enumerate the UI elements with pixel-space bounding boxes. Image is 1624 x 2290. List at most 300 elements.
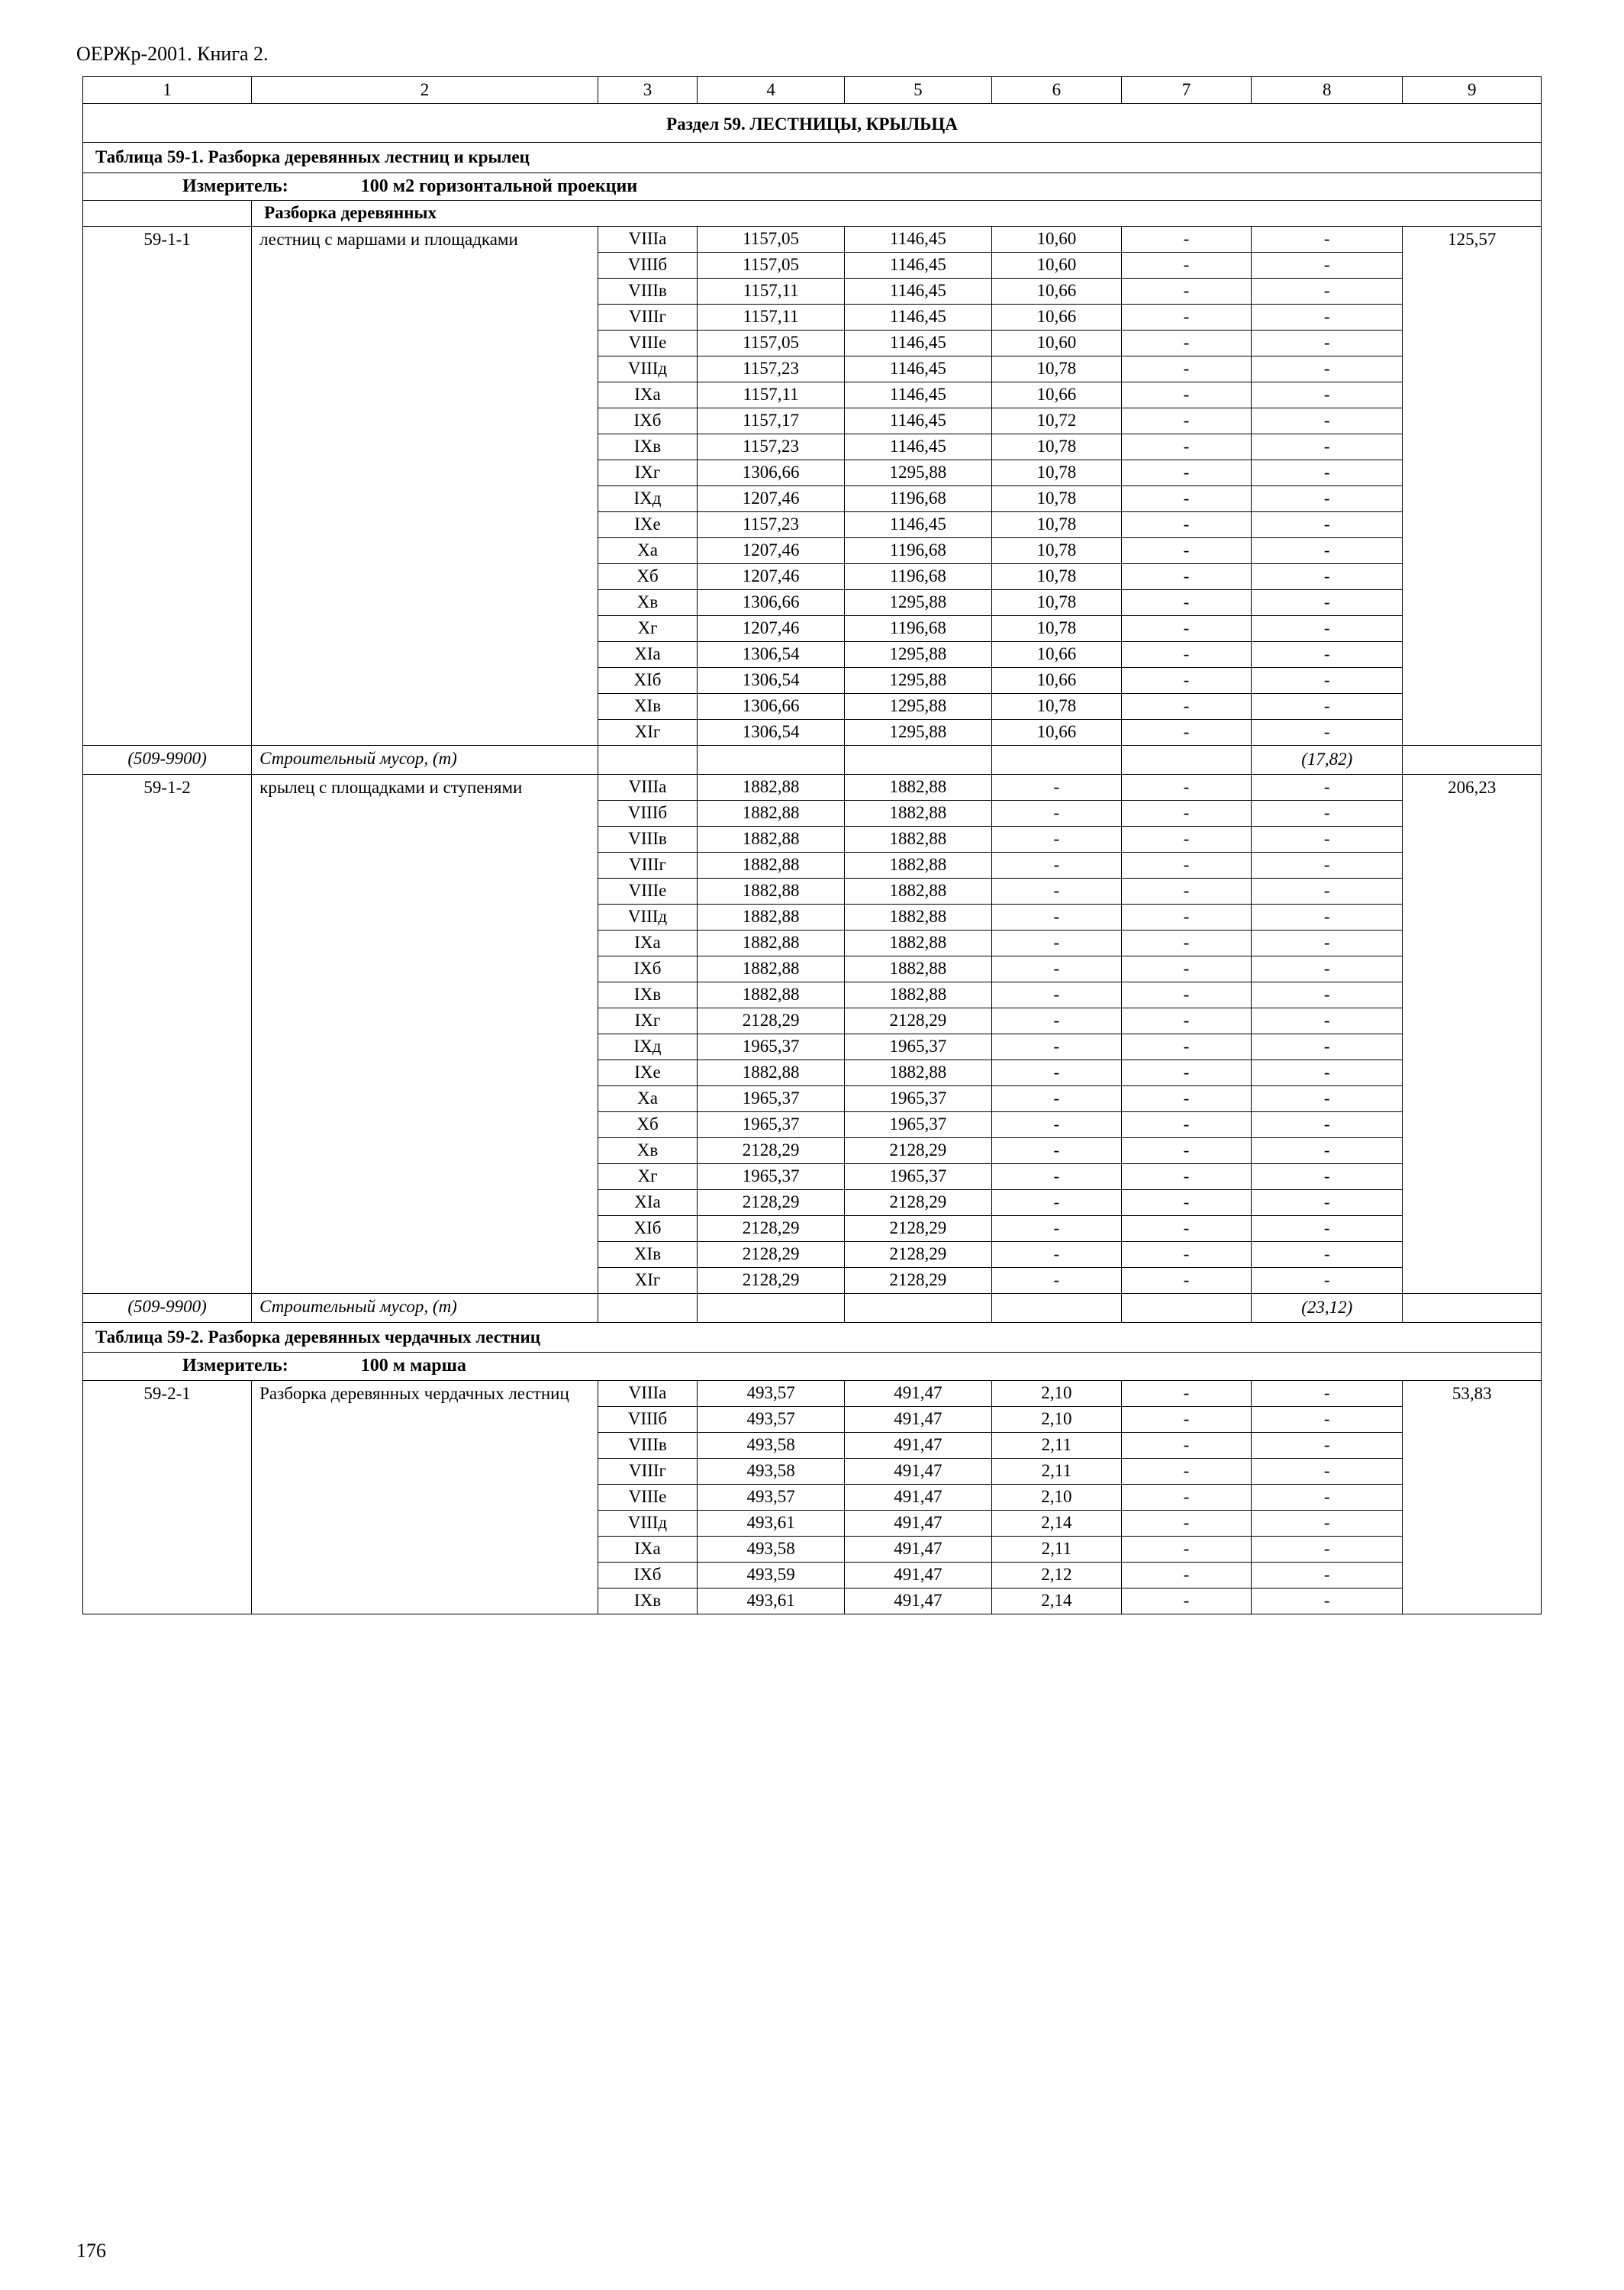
value-col-5: 491,47 <box>845 1380 992 1406</box>
zone-label: VIIIд <box>598 1510 697 1536</box>
value-col-8: - <box>1252 774 1403 800</box>
value-col-8: - <box>1252 1215 1403 1241</box>
value-col-5: 491,47 <box>845 1536 992 1562</box>
value-col-4: 1157,05 <box>698 252 845 278</box>
value-col-5: 491,47 <box>845 1484 992 1510</box>
value-col-7: - <box>1121 982 1251 1008</box>
value-col-7: - <box>1121 1588 1251 1614</box>
value-col-8: - <box>1252 1241 1403 1267</box>
value-col-5: 1146,45 <box>845 304 992 330</box>
zone-label: IXд <box>598 1034 697 1060</box>
zone-label: XIб <box>598 667 697 693</box>
value-col-8: - <box>1252 826 1403 852</box>
value-col-4: 1157,17 <box>698 408 845 434</box>
value-col-7: - <box>1121 460 1251 485</box>
value-col-8: - <box>1252 485 1403 511</box>
value-col-7: - <box>1121 1267 1251 1293</box>
value-col-4: 1882,88 <box>698 852 845 878</box>
zone-label: IXа <box>598 382 697 408</box>
value-col-8: - <box>1252 589 1403 615</box>
waste-empty-cell <box>845 1293 992 1322</box>
zone-label: XIг <box>598 719 697 745</box>
value-col-4: 1882,88 <box>698 930 845 956</box>
column-number-5: 5 <box>845 77 992 104</box>
value-col-7: - <box>1121 434 1251 460</box>
value-col-7: - <box>1121 1215 1251 1241</box>
pricing-table <box>82 76 1542 1614</box>
value-col-5: 1882,88 <box>845 956 992 982</box>
value-col-7: - <box>1121 641 1251 667</box>
value-col-7: - <box>1121 1406 1251 1432</box>
value-col-5: 1146,45 <box>845 252 992 278</box>
value-col-6: - <box>991 1189 1121 1215</box>
value-col-7: - <box>1121 1163 1251 1189</box>
value-col-7: - <box>1121 226 1251 252</box>
value-col-6: 2,10 <box>991 1406 1121 1432</box>
value-col-8: - <box>1252 382 1403 408</box>
item-total: 125,57 <box>1403 226 1542 745</box>
item-description: крылец с площадками и ступенями <box>252 774 598 1293</box>
value-col-5: 1965,37 <box>845 1163 992 1189</box>
value-col-6: 2,10 <box>991 1484 1121 1510</box>
value-col-8: - <box>1252 537 1403 563</box>
value-col-5: 491,47 <box>845 1510 992 1536</box>
value-col-7: - <box>1121 1034 1251 1060</box>
measure-unit-row <box>83 173 1542 201</box>
value-col-6: 2,11 <box>991 1536 1121 1562</box>
value-col-5: 1146,45 <box>845 382 992 408</box>
value-col-8: - <box>1252 719 1403 745</box>
value-col-6: 10,78 <box>991 511 1121 537</box>
value-col-4: 1965,37 <box>698 1034 845 1060</box>
value-col-5: 1146,45 <box>845 278 992 304</box>
value-col-8: - <box>1252 1406 1403 1432</box>
value-col-5: 491,47 <box>845 1458 992 1484</box>
value-col-8: - <box>1252 278 1403 304</box>
value-col-7: - <box>1121 1562 1251 1588</box>
value-col-7: - <box>1121 1380 1251 1406</box>
section-title: Раздел 59. ЛЕСТНИЦЫ, КРЫЛЬЦА <box>83 104 1542 143</box>
zone-label: VIIIа <box>598 226 697 252</box>
table-body <box>83 77 1542 1614</box>
value-col-4: 1965,37 <box>698 1085 845 1111</box>
value-col-8: - <box>1252 641 1403 667</box>
value-col-5: 1882,88 <box>845 904 992 930</box>
value-col-8: - <box>1252 460 1403 485</box>
value-col-7: - <box>1121 1432 1251 1458</box>
value-col-4: 1306,54 <box>698 641 845 667</box>
value-col-4: 2128,29 <box>698 1267 845 1293</box>
value-col-6: 2,11 <box>991 1432 1121 1458</box>
value-col-5: 1196,68 <box>845 615 992 641</box>
value-col-7: - <box>1121 826 1251 852</box>
value-col-5: 1146,45 <box>845 434 992 460</box>
value-col-5: 1295,88 <box>845 667 992 693</box>
value-col-5: 1882,88 <box>845 800 992 826</box>
value-col-8: - <box>1252 1060 1403 1085</box>
column-number-1: 1 <box>83 77 252 104</box>
value-col-8: - <box>1252 852 1403 878</box>
value-col-8: - <box>1252 1536 1403 1562</box>
value-col-7: - <box>1121 511 1251 537</box>
value-col-5: 1882,88 <box>845 930 992 956</box>
waste-value: (23,12) <box>1252 1293 1403 1322</box>
value-col-8: - <box>1252 1111 1403 1137</box>
value-col-6: - <box>991 852 1121 878</box>
zone-label: VIIIв <box>598 278 697 304</box>
column-number-3: 3 <box>598 77 697 104</box>
value-col-8: - <box>1252 1484 1403 1510</box>
value-col-4: 1882,88 <box>698 826 845 852</box>
value-col-7: - <box>1121 1241 1251 1267</box>
group-header-spacer <box>83 201 252 226</box>
value-col-7: - <box>1121 356 1251 382</box>
value-col-7: - <box>1121 330 1251 356</box>
value-col-8: - <box>1252 956 1403 982</box>
zone-label: VIIIб <box>598 1406 697 1432</box>
value-col-4: 493,58 <box>698 1432 845 1458</box>
value-col-8: - <box>1252 1562 1403 1588</box>
value-col-5: 2128,29 <box>845 1189 992 1215</box>
value-col-4: 493,57 <box>698 1406 845 1432</box>
value-col-8: - <box>1252 356 1403 382</box>
value-col-4: 1207,46 <box>698 563 845 589</box>
zone-label: VIIIг <box>598 304 697 330</box>
zone-label: Xг <box>598 615 697 641</box>
value-col-5: 2128,29 <box>845 1008 992 1034</box>
value-col-5: 1882,88 <box>845 1060 992 1085</box>
zone-label: Xг <box>598 1163 697 1189</box>
value-col-7: - <box>1121 1008 1251 1034</box>
zone-label: XIб <box>598 1215 697 1241</box>
value-col-6: 10,78 <box>991 460 1121 485</box>
value-col-5: 2128,29 <box>845 1137 992 1163</box>
waste-empty-cell <box>845 745 992 774</box>
value-col-4: 2128,29 <box>698 1189 845 1215</box>
value-col-4: 1965,37 <box>698 1163 845 1189</box>
page-number: 176 <box>76 2240 106 2262</box>
value-col-4: 1882,88 <box>698 982 845 1008</box>
value-col-5: 1295,88 <box>845 693 992 719</box>
value-col-5: 1965,37 <box>845 1111 992 1137</box>
item-total: 53,83 <box>1403 1380 1542 1614</box>
measure-unit-value: 100 м2 горизонтальной проекции <box>360 176 638 196</box>
value-col-7: - <box>1121 878 1251 904</box>
value-col-8: - <box>1252 930 1403 956</box>
measure-unit-row <box>83 1353 1542 1381</box>
value-col-6: - <box>991 982 1121 1008</box>
value-col-6: - <box>991 774 1121 800</box>
value-col-4: 1882,88 <box>698 774 845 800</box>
zone-label: VIIIб <box>598 252 697 278</box>
zone-label: IXб <box>598 408 697 434</box>
value-col-5: 2128,29 <box>845 1267 992 1293</box>
zone-label: VIIIг <box>598 852 697 878</box>
value-col-8: - <box>1252 1189 1403 1215</box>
waste-empty-cell <box>1121 745 1251 774</box>
value-col-7: - <box>1121 252 1251 278</box>
value-col-6: - <box>991 904 1121 930</box>
value-col-4: 1306,66 <box>698 589 845 615</box>
value-col-8: - <box>1252 304 1403 330</box>
waste-empty-cell <box>1121 1293 1251 1322</box>
value-col-6: 2,12 <box>991 1562 1121 1588</box>
item-description: лестниц с маршами и площадками <box>252 226 598 745</box>
value-col-6: 10,78 <box>991 615 1121 641</box>
value-col-8: - <box>1252 1432 1403 1458</box>
item-code: 59-1-2 <box>83 774 252 1293</box>
value-col-4: 1306,66 <box>698 693 845 719</box>
column-number-2: 2 <box>252 77 598 104</box>
zone-label: VIIIг <box>598 1458 697 1484</box>
zone-label: Xв <box>598 1137 697 1163</box>
value-col-8: - <box>1252 693 1403 719</box>
value-col-6: - <box>991 930 1121 956</box>
value-col-5: 1882,88 <box>845 982 992 1008</box>
item-code: 59-1-1 <box>83 226 252 745</box>
value-col-8: - <box>1252 615 1403 641</box>
value-col-7: - <box>1121 537 1251 563</box>
value-col-7: - <box>1121 800 1251 826</box>
value-col-6: 10,78 <box>991 485 1121 511</box>
value-col-5: 1882,88 <box>845 878 992 904</box>
value-col-6: 10,60 <box>991 226 1121 252</box>
value-col-7: - <box>1121 930 1251 956</box>
zone-label: IXб <box>598 1562 697 1588</box>
table-row <box>83 1380 1542 1406</box>
value-col-8: - <box>1252 1380 1403 1406</box>
value-col-6: 2,10 <box>991 1380 1121 1406</box>
zone-label: VIIIв <box>598 826 697 852</box>
value-col-6: - <box>991 1008 1121 1034</box>
value-col-5: 491,47 <box>845 1562 992 1588</box>
value-col-6: 10,78 <box>991 537 1121 563</box>
zone-label: IXв <box>598 1588 697 1614</box>
value-col-6: - <box>991 1034 1121 1060</box>
value-col-4: 493,58 <box>698 1458 845 1484</box>
value-col-6: 10,78 <box>991 563 1121 589</box>
zone-label: IXв <box>598 982 697 1008</box>
waste-total-empty <box>1403 1293 1542 1322</box>
value-col-5: 1146,45 <box>845 226 992 252</box>
value-col-4: 1306,66 <box>698 460 845 485</box>
value-col-8: - <box>1252 1267 1403 1293</box>
table-title: Таблица 59-2. Разборка деревянных чердачных лестниц <box>83 1322 1542 1352</box>
value-col-6: - <box>991 800 1121 826</box>
value-col-7: - <box>1121 615 1251 641</box>
value-col-6: 2,14 <box>991 1588 1121 1614</box>
value-col-8: - <box>1252 667 1403 693</box>
value-col-7: - <box>1121 563 1251 589</box>
zone-label: VIIIб <box>598 800 697 826</box>
zone-label: XIв <box>598 1241 697 1267</box>
zone-label: Xв <box>598 589 697 615</box>
value-col-6: 10,60 <box>991 330 1121 356</box>
waste-empty-cell <box>991 745 1121 774</box>
value-col-4: 493,57 <box>698 1380 845 1406</box>
zone-label: VIIIе <box>598 878 697 904</box>
zone-label: IXг <box>598 1008 697 1034</box>
value-col-5: 1965,37 <box>845 1085 992 1111</box>
zone-label: IXа <box>598 1536 697 1562</box>
waste-row <box>83 745 1542 774</box>
value-col-4: 1157,11 <box>698 304 845 330</box>
value-col-5: 1295,88 <box>845 460 992 485</box>
value-col-6: 10,66 <box>991 278 1121 304</box>
measure-unit-label: Измеритель: <box>182 1356 288 1376</box>
page-header: ОЕРЖр-2001. Книга 2. <box>76 43 269 65</box>
value-col-4: 1207,46 <box>698 615 845 641</box>
value-col-4: 1157,23 <box>698 511 845 537</box>
value-col-8: - <box>1252 800 1403 826</box>
value-col-4: 2128,29 <box>698 1215 845 1241</box>
value-col-5: 491,47 <box>845 1588 992 1614</box>
value-col-5: 491,47 <box>845 1432 992 1458</box>
value-col-6: 10,78 <box>991 356 1121 382</box>
value-col-8: - <box>1252 1137 1403 1163</box>
value-col-6: 10,66 <box>991 304 1121 330</box>
value-col-5: 1295,88 <box>845 589 992 615</box>
zone-label: VIIIа <box>598 774 697 800</box>
value-col-7: - <box>1121 693 1251 719</box>
value-col-6: - <box>991 1060 1121 1085</box>
waste-total-empty <box>1403 745 1542 774</box>
waste-code: (509-9900) <box>83 1293 252 1322</box>
zone-label: IXа <box>598 930 697 956</box>
value-col-5: 1965,37 <box>845 1034 992 1060</box>
value-col-4: 1157,05 <box>698 226 845 252</box>
value-col-4: 493,57 <box>698 1484 845 1510</box>
value-col-6: - <box>991 1267 1121 1293</box>
value-col-5: 1196,68 <box>845 563 992 589</box>
value-col-4: 1157,11 <box>698 278 845 304</box>
value-col-6: - <box>991 1085 1121 1111</box>
value-col-5: 1882,88 <box>845 774 992 800</box>
zone-label: IXг <box>598 460 697 485</box>
item-code: 59-2-1 <box>83 1380 252 1614</box>
zone-label: VIIIд <box>598 904 697 930</box>
waste-row <box>83 1293 1542 1322</box>
table-row <box>83 774 1542 800</box>
value-col-7: - <box>1121 485 1251 511</box>
value-col-7: - <box>1121 589 1251 615</box>
column-number-7: 7 <box>1121 77 1251 104</box>
waste-description: Строительный мусор, (т) <box>252 1293 598 1322</box>
waste-empty-cell <box>698 1293 845 1322</box>
value-col-4: 2128,29 <box>698 1241 845 1267</box>
value-col-4: 1882,88 <box>698 800 845 826</box>
value-col-4: 1306,54 <box>698 719 845 745</box>
value-col-4: 1882,88 <box>698 878 845 904</box>
value-col-8: - <box>1252 1034 1403 1060</box>
value-col-4: 1965,37 <box>698 1111 845 1137</box>
value-col-6: - <box>991 878 1121 904</box>
value-col-5: 1146,45 <box>845 511 992 537</box>
value-col-8: - <box>1252 1163 1403 1189</box>
value-col-5: 1882,88 <box>845 826 992 852</box>
zone-label: IXе <box>598 1060 697 1085</box>
value-col-6: - <box>991 1163 1121 1189</box>
measure-unit-label: Измеритель: <box>182 176 288 196</box>
zone-label: VIIIв <box>598 1432 697 1458</box>
value-col-8: - <box>1252 1458 1403 1484</box>
value-col-5: 2128,29 <box>845 1215 992 1241</box>
zone-label: XIа <box>598 641 697 667</box>
value-col-5: 1146,45 <box>845 330 992 356</box>
value-col-8: - <box>1252 1008 1403 1034</box>
waste-empty-cell <box>991 1293 1121 1322</box>
value-col-6: 10,66 <box>991 667 1121 693</box>
value-col-7: - <box>1121 278 1251 304</box>
zone-label: XIа <box>598 1189 697 1215</box>
value-col-8: - <box>1252 511 1403 537</box>
waste-empty-cell <box>598 1293 697 1322</box>
column-number-6: 6 <box>991 77 1121 104</box>
value-col-7: - <box>1121 956 1251 982</box>
value-col-4: 1306,54 <box>698 667 845 693</box>
value-col-7: - <box>1121 1536 1251 1562</box>
zone-label: Xа <box>598 537 697 563</box>
zone-label: IXб <box>598 956 697 982</box>
value-col-7: - <box>1121 408 1251 434</box>
value-col-5: 1146,45 <box>845 356 992 382</box>
group-header-label: Разборка деревянных <box>252 201 1542 226</box>
value-col-7: - <box>1121 774 1251 800</box>
value-col-8: - <box>1252 1085 1403 1111</box>
column-number-8: 8 <box>1252 77 1403 104</box>
column-number-row <box>83 77 1542 104</box>
value-col-6: 10,66 <box>991 641 1121 667</box>
zone-label: VIIIд <box>598 356 697 382</box>
value-col-6: 10,60 <box>991 252 1121 278</box>
waste-empty-cell <box>598 745 697 774</box>
zone-label: IXв <box>598 434 697 460</box>
value-col-6: 2,11 <box>991 1458 1121 1484</box>
zone-label: IXд <box>598 485 697 511</box>
value-col-6: - <box>991 1215 1121 1241</box>
value-col-7: - <box>1121 304 1251 330</box>
value-col-6: - <box>991 1111 1121 1137</box>
value-col-8: - <box>1252 1510 1403 1536</box>
value-col-4: 2128,29 <box>698 1137 845 1163</box>
value-col-7: - <box>1121 382 1251 408</box>
value-col-6: 10,78 <box>991 693 1121 719</box>
measure-unit-value: 100 м марша <box>360 1356 466 1376</box>
waste-empty-cell <box>698 745 845 774</box>
value-col-7: - <box>1121 904 1251 930</box>
value-col-8: - <box>1252 434 1403 460</box>
waste-description: Строительный мусор, (т) <box>252 745 598 774</box>
waste-code: (509-9900) <box>83 745 252 774</box>
zone-label: VIIIа <box>598 1380 697 1406</box>
value-col-8: - <box>1252 252 1403 278</box>
value-col-4: 1207,46 <box>698 537 845 563</box>
value-col-7: - <box>1121 852 1251 878</box>
value-col-5: 1295,88 <box>845 641 992 667</box>
value-col-4: 1882,88 <box>698 904 845 930</box>
value-col-6: - <box>991 826 1121 852</box>
value-col-6: - <box>991 956 1121 982</box>
column-number-4: 4 <box>698 77 845 104</box>
value-col-4: 1882,88 <box>698 1060 845 1085</box>
value-col-7: - <box>1121 1510 1251 1536</box>
table-row <box>83 226 1542 252</box>
value-col-5: 491,47 <box>845 1406 992 1432</box>
value-col-6: 10,78 <box>991 434 1121 460</box>
value-col-7: - <box>1121 667 1251 693</box>
value-col-7: - <box>1121 1085 1251 1111</box>
value-col-4: 493,58 <box>698 1536 845 1562</box>
